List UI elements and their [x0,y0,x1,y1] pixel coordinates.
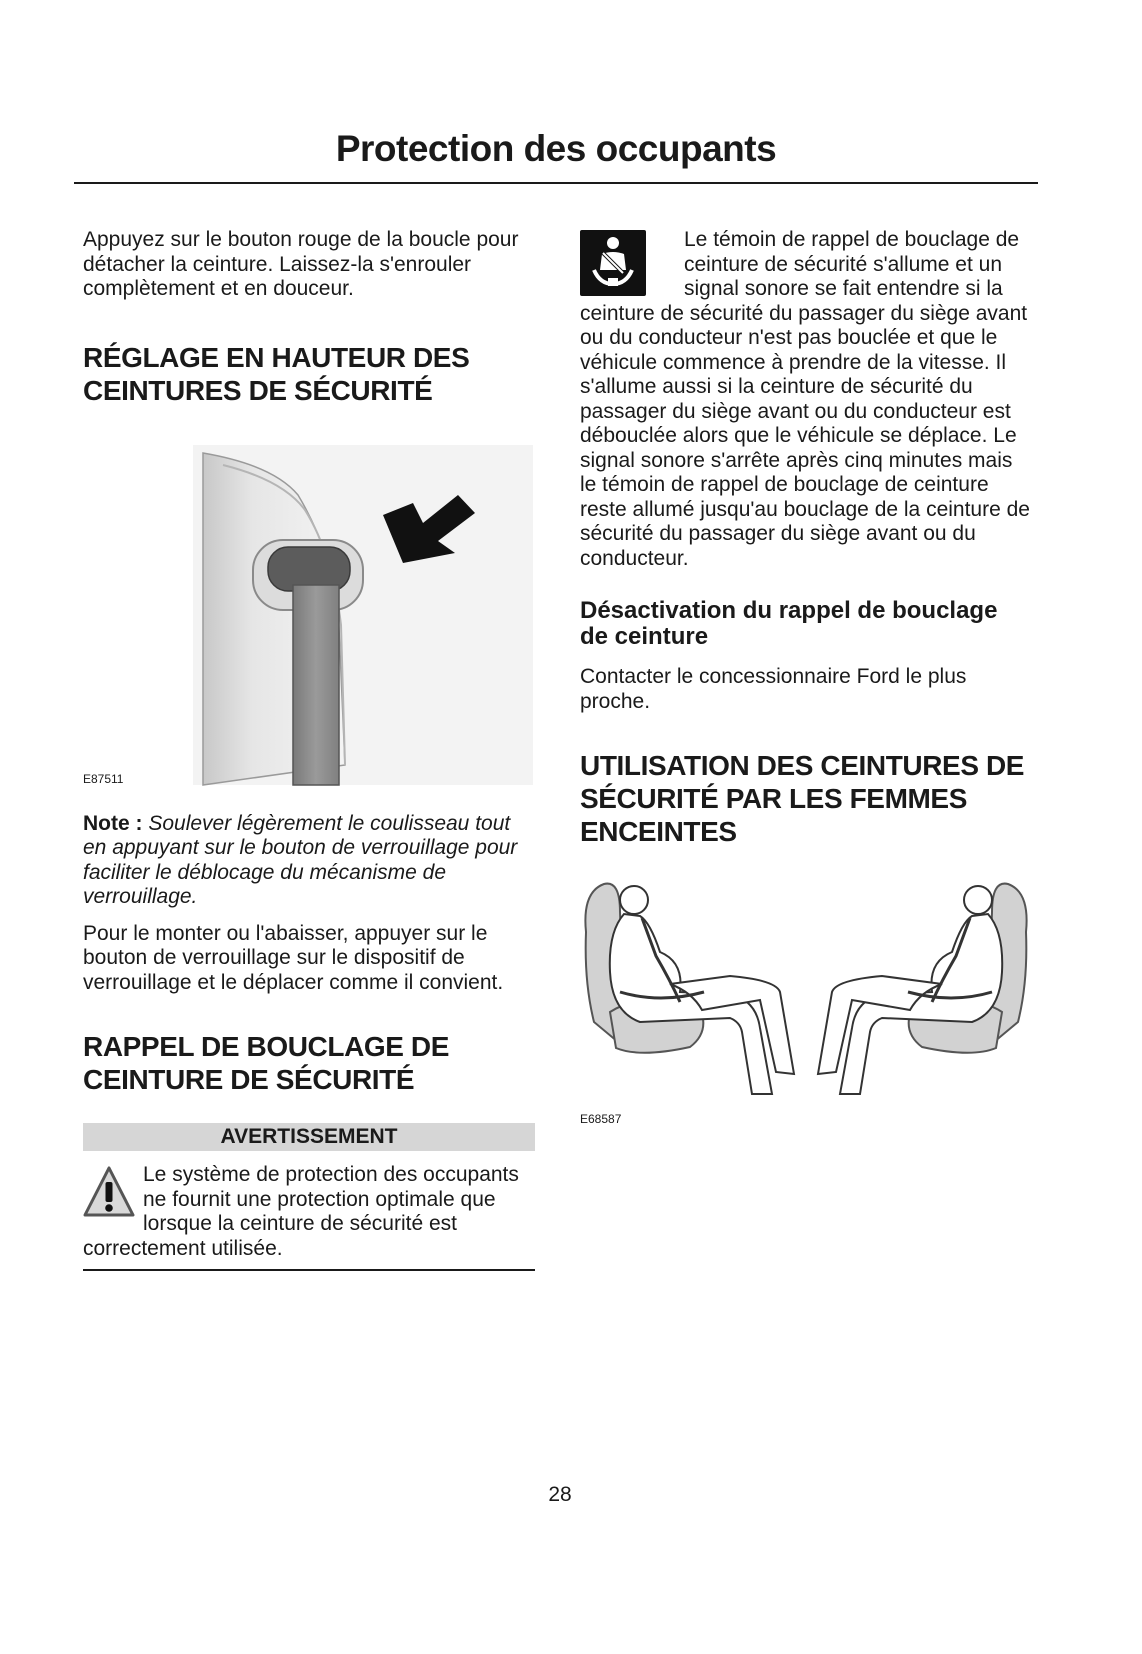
pregnant-belt-figure [580,872,1032,1126]
pregnant-belt-illustration [580,872,1032,1108]
reminder-description: Le témoin de rappel de bouclage de ceinture de sécurité s'allume et un signal sonore se fait entendre si la ceinture de sécurité du passager du siège avant ou du conducteur n'est pas bouclée et que le véhicule commence à prendre de la vitesse. Il s'allume aussi si la ceinture de sécurité du passager du siège avant ou du conducteur est débouclée alors que le véhicule se déplace. Le signal sonore s'arrête après cinq minutes mais le témoin de rappel de bouclage de ceinture reste allumé jusqu'au bouclage de la ceinture de sécurité du passager du siège avant ou du conducteur. [580,228,1030,570]
title-divider [74,182,1038,184]
belt-height-illustration [83,435,535,800]
deactivation-text: Contacter le concessionnaire Ford le plus proche. [580,665,967,713]
page-number: 28 [548,1483,572,1506]
deactivation-heading: Désactivation du rappel de bouclage de ceinture [580,597,998,650]
warning-text: Le système de protection des occupants ne fournit une protection optimale que lorsque la ceinture de sécurité est correctement utilisée. [83,1163,519,1260]
note-label: Note : [83,811,143,835]
pregnant-women-heading: UTILISATION DES CEINTURES DE SÉCURITÉ PAR LES FEMMES ENCEINTES [580,750,1025,847]
left-column [83,228,535,1271]
adjust-instruction: Pour le monter ou l'abaisser, appuyer sur le bouton de verrouillage sur le dispositif de verrouillage et le déplacer comme il convient. [83,921,504,994]
reminder-block [580,228,1032,571]
belt-height-figure [83,435,535,786]
release-instruction: Appuyez sur le bouton rouge de la boucle pour détacher la ceinture. Laissez-la s'enrouler complètement et en douceur. [83,228,519,300]
figure-code: E68587 [580,1112,622,1126]
warning-title: AVERTISSEMENT [83,1123,535,1151]
note-text: Soulever légèrement le coulisseau tout en appuyant sur le bouton de verrouillage pour faciliter le déblocage du mécanisme de verrouillage. [83,811,518,908]
warning-body [83,1151,535,1271]
figure-code: E87511 [83,771,124,786]
warning-box [83,1123,535,1271]
seatbelt-warning-icon [580,230,646,296]
page-title: Protection des occupants [335,128,777,169]
warning-triangle-icon [83,1165,135,1219]
right-column [580,228,1032,1126]
reminder-heading: RAPPEL DE BOUCLAGE DE CEINTURE DE SÉCURITÉ [83,1031,450,1095]
note-paragraph [83,812,535,910]
height-adjust-heading: RÉGLAGE EN HAUTEUR DES CEINTURES DE SÉCURITÉ [83,341,470,406]
